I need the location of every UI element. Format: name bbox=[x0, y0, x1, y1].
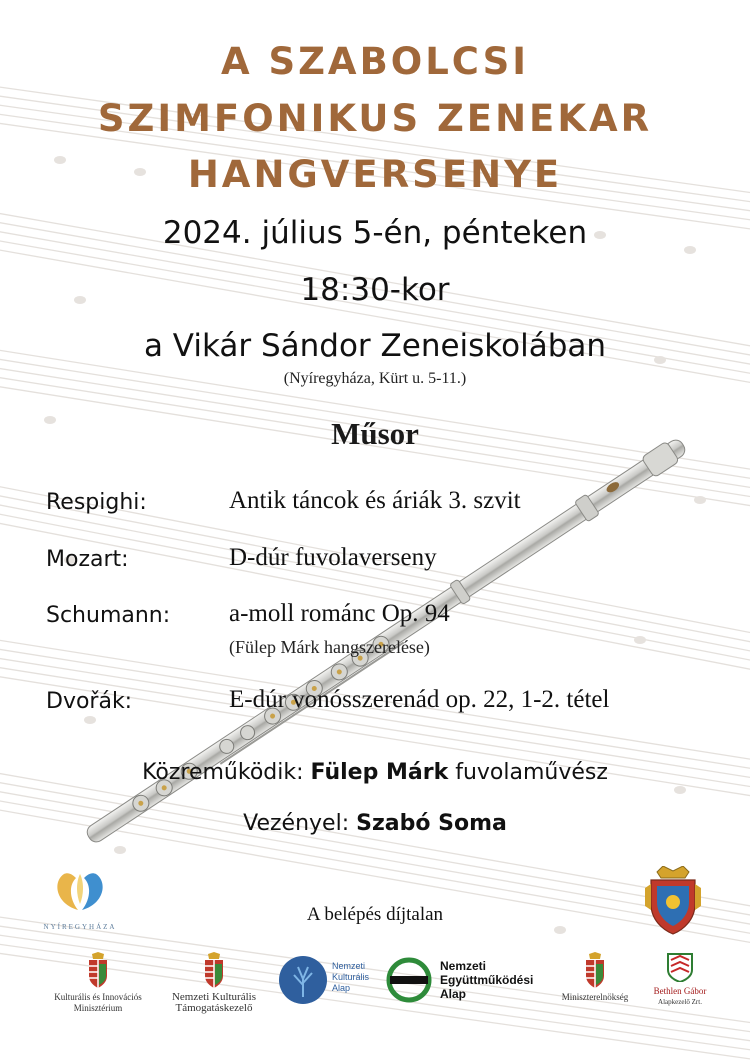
miniszterelnokseg-label: Miniszterelnökség bbox=[561, 992, 629, 1002]
conductor-line bbox=[0, 811, 750, 836]
featuring-label: Közreműködik: bbox=[142, 760, 304, 785]
kim-label-2: Minisztérium bbox=[73, 1003, 123, 1013]
concert-time: 18:30-kor bbox=[300, 272, 450, 308]
city-coat-of-arms bbox=[638, 866, 708, 940]
hungarian-coat-of-arms-icon bbox=[584, 952, 606, 988]
conductor-label: Vezényel: bbox=[243, 811, 350, 836]
conductor-name: Szabó Soma bbox=[356, 811, 507, 836]
nea-icon bbox=[386, 957, 432, 1003]
bga-logo bbox=[645, 952, 715, 1008]
composer-dvorak: Dvořák: bbox=[46, 689, 133, 714]
nyiregyhaza-label: NYÍREGYHÁZA bbox=[43, 923, 117, 931]
nkt-label-1: Nemzeti Kulturális bbox=[171, 991, 256, 1003]
hungarian-coat-of-arms-icon bbox=[203, 952, 225, 988]
bga-label-1: Bethlen Gábor bbox=[653, 986, 707, 996]
kim-label-1: Kulturális és Innovációs bbox=[54, 992, 142, 1002]
featuring-name: Fülep Márk bbox=[310, 760, 449, 785]
bga-label-2: Alapkezelő Zrt. bbox=[658, 998, 702, 1006]
composer-mozart: Mozart: bbox=[46, 547, 129, 572]
nyiregyhaza-logo bbox=[40, 864, 120, 933]
piece-respighi: Antik táncok és áriák 3. szvit bbox=[229, 487, 521, 514]
concert-date: 2024. július 5-én, pénteken bbox=[162, 215, 588, 251]
featuring-role: fuvolaművész bbox=[455, 760, 608, 785]
nka-label-3: Alap bbox=[332, 983, 351, 993]
admission-text: A belépés díjtalan bbox=[306, 904, 444, 925]
title-line-3: HANGVERSENYE bbox=[187, 153, 563, 196]
nkt-logo bbox=[158, 952, 270, 1014]
nea-logo bbox=[386, 955, 546, 1007]
program-heading: Műsor bbox=[331, 416, 419, 451]
piece-schumann-note: (Fülep Márk hangszerelése) bbox=[229, 637, 430, 657]
piece-mozart: D-dúr fuvolaverseny bbox=[229, 544, 437, 571]
coat-of-arms-icon bbox=[643, 866, 703, 936]
piece-schumann: a-moll románc Op. 94 bbox=[229, 600, 450, 627]
miniszterelnokseg-logo bbox=[545, 952, 645, 1003]
piece-dvorak: E-dúr vonósszerenád op. 22, 1-2. tétel bbox=[229, 686, 610, 713]
nea-label-1: Nemzeti bbox=[440, 959, 487, 973]
nka-tree-icon bbox=[278, 955, 328, 1005]
composer-schumann: Schumann: bbox=[46, 603, 171, 628]
kim-logo bbox=[40, 952, 156, 1014]
concert-venue: a Vikár Sándor Zeneiskolában bbox=[143, 328, 607, 364]
venue-address: (Nyíregyháza, Kürt u. 5-11.) bbox=[283, 370, 467, 387]
nea-label-2: Együttműködési bbox=[440, 973, 534, 987]
title-line-1: A SZABOLCSI bbox=[220, 40, 530, 83]
nka-label-2: Kulturális bbox=[332, 972, 370, 982]
nka-logo bbox=[278, 955, 388, 1007]
nea-label-3: Alap bbox=[440, 987, 467, 1001]
nkt-label-2: Támogatáskezelő bbox=[175, 1002, 253, 1014]
nyiregyhaza-logo-icon bbox=[50, 864, 110, 918]
nka-label-1: Nemzeti bbox=[332, 961, 366, 971]
title-line-2: SZIMFONIKUS ZENEKAR bbox=[97, 97, 653, 140]
bga-shield-icon bbox=[667, 952, 693, 982]
hungarian-coat-of-arms-icon bbox=[87, 952, 109, 988]
nea-label bbox=[440, 959, 533, 1001]
composer-respighi: Respighi: bbox=[46, 490, 147, 515]
featuring-line bbox=[0, 760, 750, 785]
